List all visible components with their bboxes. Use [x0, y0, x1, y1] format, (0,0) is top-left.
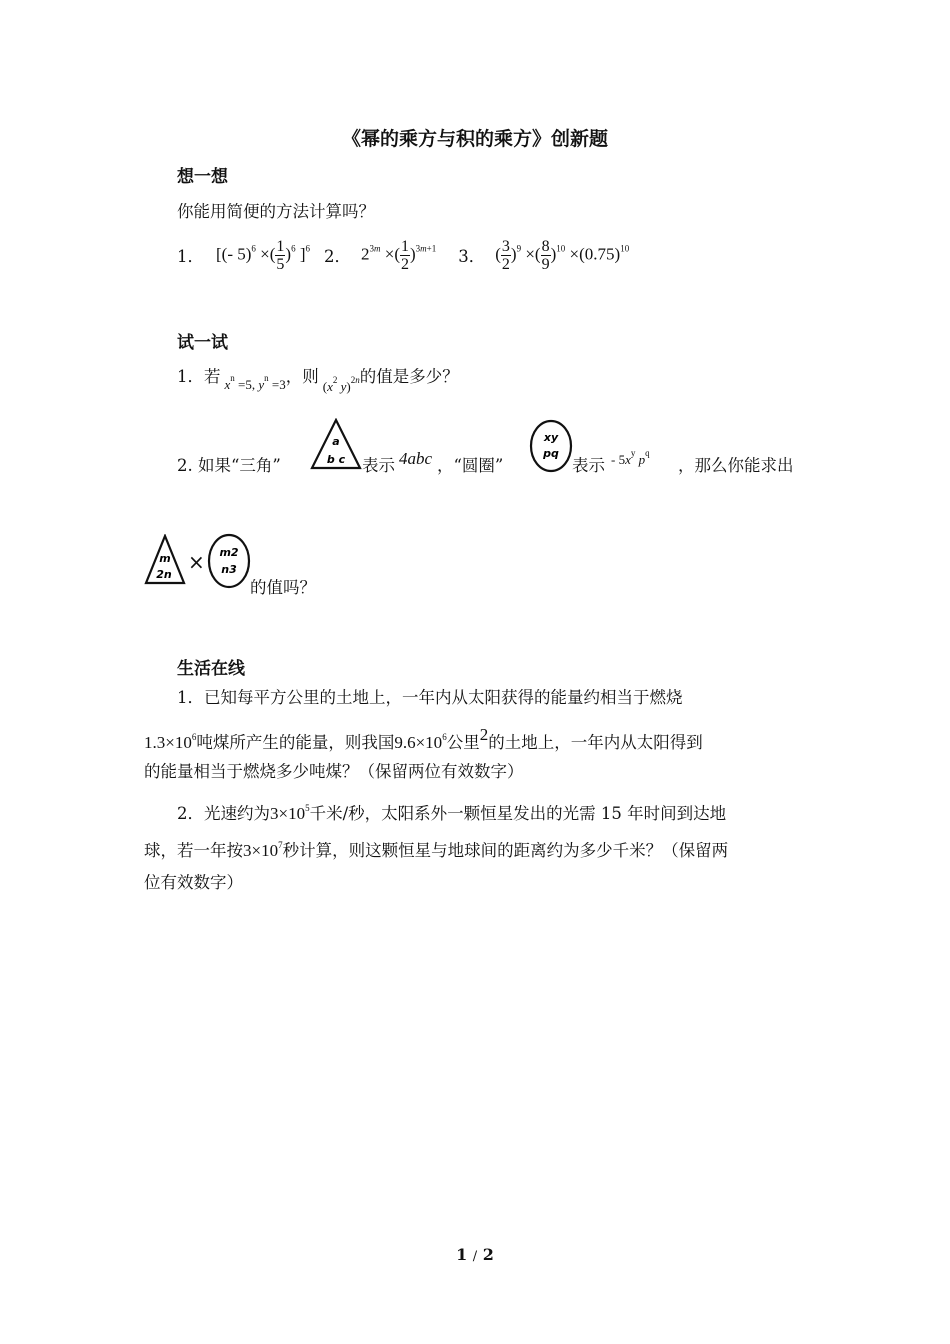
- expr-2: $2^{3m}$ ×( $\frac{1}{2}$ )$^{3m+1}$: [361, 237, 437, 273]
- circle-meaning: - $5x^y$ $p^q$: [611, 448, 650, 467]
- triangle-symbol-2: [144, 534, 186, 586]
- try-q1: [177, 360, 459, 394]
- life-p2-line3: 位有效数字）: [144, 873, 243, 892]
- try-q2-mid1: 表示: [362, 456, 395, 475]
- expr-3: ( $\frac{3}{2}$ )$^9$ ×( $\frac{8}{9}$ )$^{10} \times(0.75)^{10}$: [495, 237, 630, 273]
- triangle-symbol-1: [310, 418, 362, 472]
- life-p2-line2: 球，若一年按$3\times 10^7$秒计算，则这颗恒星与地球间的距离约为多少千米？（保留两: [144, 840, 729, 860]
- energy-number: $1.3\times 10^6$: [144, 732, 197, 752]
- page-separator: /: [472, 1249, 478, 1264]
- prompt-text: 你能用简便的方法计算吗？: [177, 202, 375, 221]
- triangle1-bottom: b c: [326, 453, 346, 466]
- try-q1-end: 的值是多少？: [359, 367, 459, 386]
- circle-symbol-2: [206, 532, 252, 590]
- triangle-meaning: 4abc: [399, 449, 433, 468]
- try-q2-tail: 的值吗？: [250, 578, 316, 597]
- circle2-top: m2: [219, 546, 239, 559]
- life-p1-line2: $1.3\times 10^6$吨煤所产生的能量，则我国$9.6\times 10^6$公里$^2$的土地上，一年内从太阳得到: [144, 725, 703, 752]
- try-q1-condition: $x^n =5$, $y^n =3$: [224, 373, 286, 392]
- try-q2-start: 2. 如果“三角”: [177, 456, 281, 475]
- try-q1-expression: ($x^2$ y)$^{2n}$: [322, 375, 360, 394]
- circle1-bottom: pq: [543, 447, 559, 460]
- exercise-row-1: [177, 232, 629, 278]
- current-page: 1: [456, 1245, 468, 1264]
- total-pages: 2: [482, 1245, 494, 1264]
- light-speed: $3\times 10^5$: [270, 803, 310, 823]
- seconds-per-year: $3\times 10^7$: [243, 840, 283, 860]
- q1-number: 1．: [177, 247, 204, 266]
- expr-1: [(- 5)$^6$ ×( $\frac{1}{5}$ )$^6$ ]$^6$: [216, 237, 310, 273]
- heading-think: 想一想: [177, 167, 228, 187]
- area-number: $9.6\times 10^6$: [394, 732, 447, 752]
- try-q2-mid2: ，“圆圈”: [437, 456, 504, 475]
- try-q1-start: 1．若: [177, 367, 221, 386]
- triangle2-bottom: 2n: [156, 568, 172, 581]
- triangle2-top: m: [159, 552, 171, 565]
- times-sign: ×: [188, 550, 205, 574]
- q3-number: 3．: [458, 247, 486, 266]
- try-q2-end: ，那么你能求出: [678, 456, 794, 475]
- circle2-bottom: n3: [221, 563, 237, 576]
- circle-symbol-1: [528, 418, 574, 474]
- page-title: 《幂的乘方与积的乘方》创新题: [341, 128, 608, 150]
- try-q1-mid: ，则: [285, 367, 319, 386]
- try-q2-mid3: 表示: [572, 456, 605, 475]
- page-number: [0, 1245, 950, 1264]
- life-p2-line1: 2．光速约为$3\times 10^5$千米/秒，太阳系外一颗恒星发出的光需 15 年时间到达地: [177, 803, 727, 823]
- life-p1-line3: 的能量相当于燃烧多少吨煤？（保留两位有效数字）: [144, 762, 524, 781]
- life-p1-line1: 1．已知每平方公里的土地上，一年内从太阳获得的能量约相当于燃烧: [177, 688, 683, 707]
- heading-life: 生活在线: [177, 659, 245, 679]
- heading-try: 试一试: [177, 333, 228, 353]
- circle1-top: xy: [543, 431, 559, 444]
- q2-number: 2．: [324, 247, 351, 266]
- triangle1-top: a: [332, 435, 340, 448]
